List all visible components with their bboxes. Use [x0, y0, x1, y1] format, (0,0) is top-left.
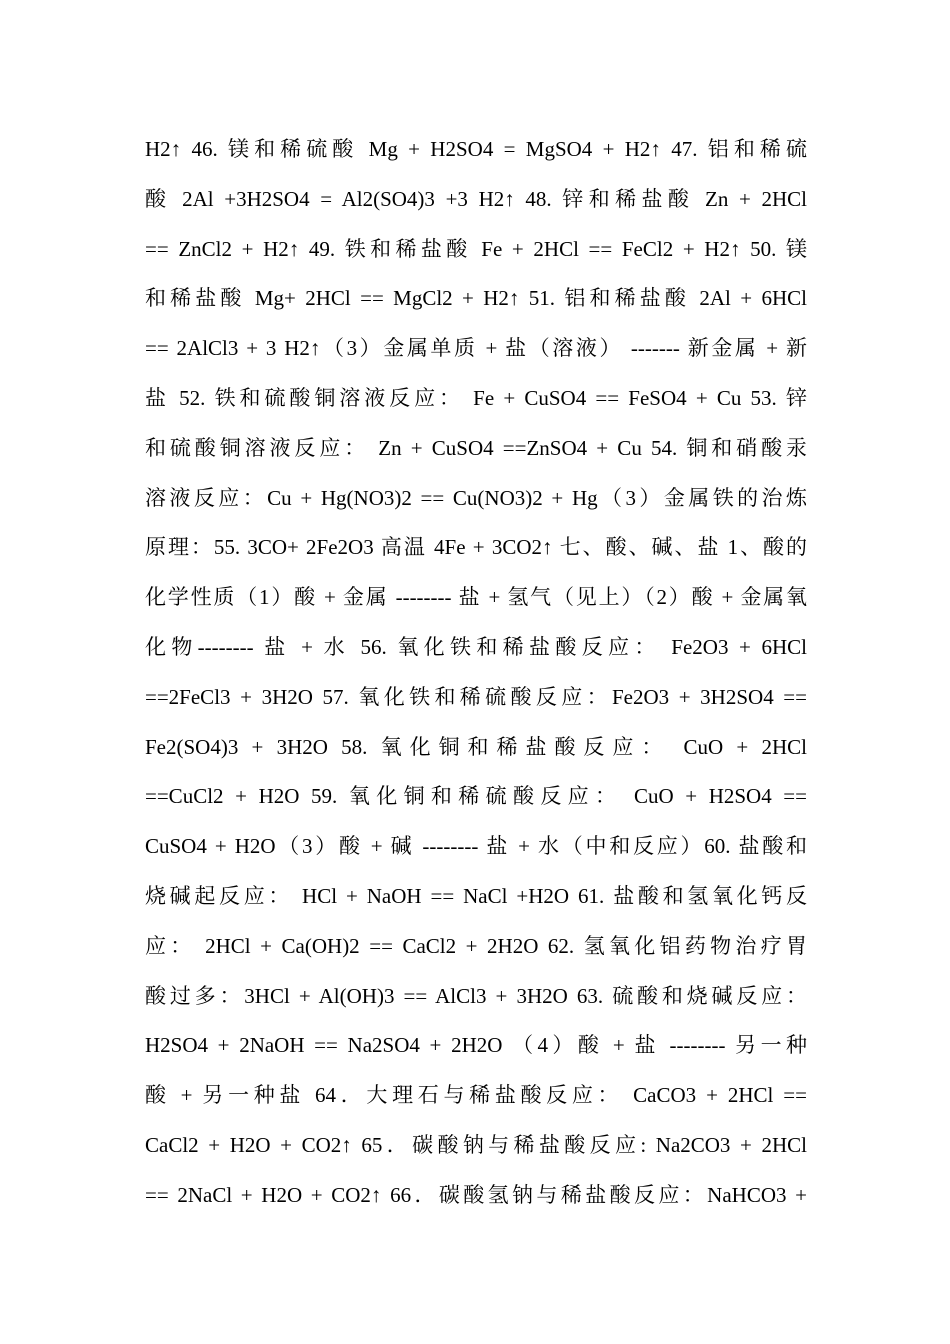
text-line: 烧碱起反应： HCl + NaOH == NaCl +H2O 61. 盐酸和氢氧化钙反 [145, 883, 807, 908]
text-line: == ZnCl2 + H2↑ 49. 铁和稀盐酸 Fe + 2HCl == FeCl2 + H2↑ 50. 镁 [145, 236, 807, 261]
text-line: 和硫酸铜溶液反应： Zn + CuSO4 ==ZnSO4 + Cu 54. 铜和硝酸汞 [145, 435, 807, 460]
text-line: Fe2(SO4)3 + 3H2O 58. 氧化铜和稀盐酸反应： CuO + 2HCl [145, 734, 807, 759]
text-line: 酸 2Al +3H2SO4 = Al2(SO4)3 +3 H2↑ 48. 锌和稀盐酸 Zn + 2HCl [145, 186, 807, 211]
text-line: 原理：55. 3CO+ 2Fe2O3 高温 4Fe + 3CO2↑ 七、酸、碱、盐 1、酸的 [145, 535, 807, 560]
text-line: H2SO4 + 2NaOH == Na2SO4 + 2H2O （4）酸 + 盐 -------- 另一种 [145, 1033, 807, 1058]
text-line: ==CuCl2 + H2O 59. 氧化铜和稀硫酸反应： CuO + H2SO4 == [145, 784, 807, 809]
text-line: 化物-------- 盐 + 水 56. 氧化铁和稀盐酸反应： Fe2O3 + 6HCl [145, 634, 807, 659]
body-text [145, 125, 807, 1221]
text-line: ==2FeCl3 + 3H2O 57. 氧化铁和稀硫酸反应：Fe2O3 + 3H2SO4 == [145, 684, 807, 709]
text-line: 盐 52. 铁和硫酸铜溶液反应： Fe + CuSO4 == FeSO4 + Cu 53. 锌 [145, 385, 807, 410]
text-line: 应： 2HCl + Ca(OH)2 == CaCl2 + 2H2O 62. 氢氧化铝药物治疗胃 [145, 933, 807, 958]
text-line: H2↑ 46. 镁和稀硫酸 Mg + H2SO4 = MgSO4 + H2↑ 47. 铝和稀硫 [145, 137, 807, 161]
text-line: CuSO4 + H2O（3）酸 + 碱 -------- 盐 + 水（中和反应）60. 盐酸和 [145, 834, 807, 859]
text-line: 化学性质（1）酸 + 金属 -------- 盐 + 氢气（见上）（2）酸 + 金属氧 [145, 585, 807, 610]
text-line: 和稀盐酸 Mg+ 2HCl == MgCl2 + H2↑ 51. 铝和稀盐酸 2Al + 6HCl [145, 286, 807, 311]
text-line: 酸 + 另一种盐 64．大理石与稀盐酸反应： CaCO3 + 2HCl == [145, 1083, 807, 1108]
text-line: == 2NaCl + H2O + CO2↑ 66．碳酸氢钠与稀盐酸反应：NaHCO3 + [145, 1182, 807, 1207]
text-line: 酸过多：3HCl + Al(OH)3 == AlCl3 + 3H2O 63. 硫酸和烧碱反应： [145, 983, 807, 1008]
text-line: == 2AlCl3 + 3 H2↑（3）金属单质 + 盐（溶液） ------- 新金属 + 新 [145, 336, 807, 361]
text-line: CaCl2 + H2O + CO2↑ 65．碳酸钠与稀盐酸反应: Na2CO3 + 2HCl [145, 1132, 807, 1157]
text-line: 溶液反应：Cu + Hg(NO3)2 == Cu(NO3)2 + Hg（3）金属铁的治炼 [145, 485, 807, 510]
